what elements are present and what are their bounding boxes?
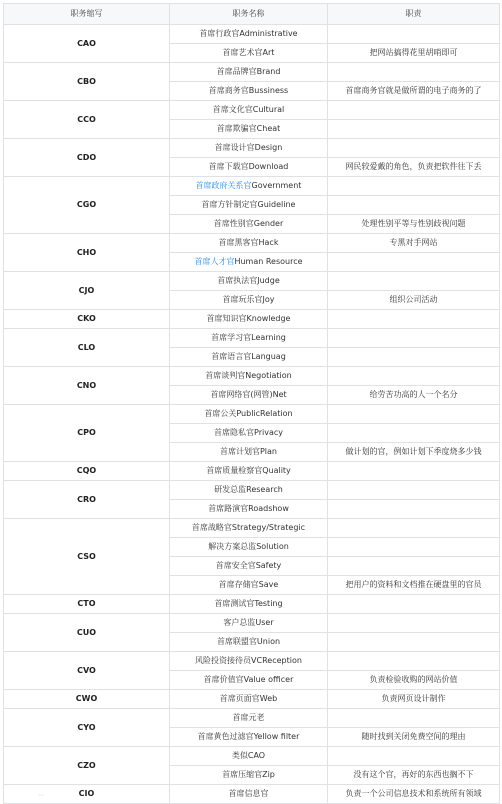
- abbr-cell: CPO: [4, 405, 170, 462]
- table-body: [4, 25, 500, 804]
- role-name-text: 首席艺术官Art: [222, 48, 275, 57]
- table-row: [4, 329, 500, 348]
- role-name-cell: [170, 310, 328, 329]
- table-row: [4, 652, 500, 671]
- role-name-cell: [170, 443, 328, 462]
- role-name-text: 首席公关PublicRelation: [204, 409, 293, 418]
- role-name-text: 首席黄色过滤官Yellow filter: [197, 732, 300, 741]
- table-row: [4, 405, 500, 424]
- duty-cell: [328, 253, 500, 272]
- duty-cell: 组织公司活动: [328, 291, 500, 310]
- role-name-cell[interactable]: [170, 177, 328, 196]
- role-name-cell: [170, 747, 328, 766]
- role-name-link[interactable]: 首席人才官: [194, 257, 235, 266]
- duty-cell: 给劳苦功高的人一个名分: [328, 386, 500, 405]
- abbr-cell: CDO: [4, 139, 170, 177]
- duty-cell: 处理性别平等与性别歧视问题: [328, 215, 500, 234]
- role-name-text: 解决方案总监Solution: [208, 542, 289, 551]
- role-name-text: 首席测试官Testing: [214, 599, 283, 608]
- table-row: [4, 462, 500, 481]
- role-name-text: Government: [251, 181, 302, 190]
- role-name-cell: [170, 671, 328, 690]
- role-name-text: 首席玩乐官Joy: [222, 295, 275, 304]
- header-row: [4, 4, 500, 25]
- abbr-cell: CKO: [4, 310, 170, 329]
- role-name-text: 首席信息官: [228, 789, 269, 798]
- duty-cell: [328, 747, 500, 766]
- abbr-cell: CYO: [4, 709, 170, 747]
- duty-cell: 随时找到关闭免费空间的理由: [328, 728, 500, 747]
- duty-cell: 做计划的官，例如计划下季度烧多少钱: [328, 443, 500, 462]
- duty-cell: [328, 63, 500, 82]
- role-name-cell: [170, 44, 328, 63]
- role-name-text: 首席网络官(网管)Net: [210, 390, 287, 399]
- role-name-cell: [170, 234, 328, 253]
- role-name-cell: [170, 576, 328, 595]
- duty-cell: [328, 348, 500, 367]
- role-name-cell: [170, 424, 328, 443]
- role-name-cell: [170, 766, 328, 785]
- table-row: [4, 63, 500, 82]
- abbr-cell: CCO: [4, 101, 170, 139]
- role-name-cell[interactable]: [170, 253, 328, 272]
- duty-cell: [328, 614, 500, 633]
- role-name-text: 首席谈判官Negotiation: [205, 371, 292, 380]
- role-name-cell: [170, 709, 328, 728]
- role-name-cell: [170, 614, 328, 633]
- role-name-text: 首席质量检察官Quality: [206, 466, 291, 475]
- role-name-text: 首席学习官Learning: [211, 333, 286, 342]
- role-name-cell: [170, 101, 328, 120]
- abbr-cell: CHO: [4, 234, 170, 272]
- duty-cell: [328, 709, 500, 728]
- role-name-cell: [170, 196, 328, 215]
- table-row: [4, 614, 500, 633]
- role-name-text: 风险投资接待员VCReception: [195, 656, 302, 665]
- duty-cell: [328, 462, 500, 481]
- table-row: [4, 177, 500, 196]
- abbr-cell: CIO: [4, 785, 170, 804]
- duty-cell: 把用户的资料和文档推在硬盘里的官员: [328, 576, 500, 595]
- abbr-cell: CLO: [4, 329, 170, 367]
- role-name-text: 首席页面官Web: [219, 694, 278, 703]
- role-name-text: 首席执法官Judge: [217, 276, 280, 285]
- header-duty: 职责: [328, 4, 500, 25]
- role-name-cell: [170, 120, 328, 139]
- duty-cell: [328, 595, 500, 614]
- role-name-text: 首席下载官Download: [208, 162, 289, 171]
- role-name-text: 研发总监Research: [214, 485, 283, 494]
- duty-cell: [328, 177, 500, 196]
- role-name-text: 首席商务官Bussiness: [208, 86, 289, 95]
- duty-cell: [328, 196, 500, 215]
- role-name-cell: [170, 386, 328, 405]
- table-row: [4, 519, 500, 538]
- table-row: [4, 481, 500, 500]
- role-name-text: 首席计划官Plan: [219, 447, 278, 456]
- duty-cell: [328, 557, 500, 576]
- duty-cell: 没有这个官，再好的东西也搁不下: [328, 766, 500, 785]
- duty-cell: [328, 25, 500, 44]
- role-name-cell: [170, 63, 328, 82]
- role-name-cell: [170, 462, 328, 481]
- duty-cell: [328, 481, 500, 500]
- role-name-text: 首席元老: [232, 713, 265, 722]
- header-abbr: 职务缩写: [4, 4, 170, 25]
- role-name-text: 首席知识官Knowledge: [206, 314, 291, 323]
- role-name-text: 首席联盟官Union: [216, 637, 281, 646]
- role-name-cell: [170, 500, 328, 519]
- duty-cell: [328, 101, 500, 120]
- role-name-cell: [170, 785, 328, 804]
- abbr-cell: CNO: [4, 367, 170, 405]
- table-row: [4, 595, 500, 614]
- role-name-cell: [170, 139, 328, 158]
- abbr-cell: CTO: [4, 595, 170, 614]
- duty-cell: [328, 538, 500, 557]
- role-name-cell: [170, 652, 328, 671]
- role-name-text: 首席设计官Design: [214, 143, 283, 152]
- role-name-cell: [170, 348, 328, 367]
- role-name-link[interactable]: 首席政府关系官: [195, 181, 252, 190]
- role-name-text: 首席行政官Administrative: [199, 29, 298, 38]
- duty-cell: [328, 633, 500, 652]
- role-name-text: 首席语言官Languag: [211, 352, 286, 361]
- abbr-cell: CSO: [4, 519, 170, 595]
- role-name-cell: [170, 291, 328, 310]
- duty-cell: [328, 405, 500, 424]
- role-name-cell: [170, 538, 328, 557]
- role-name-cell: [170, 728, 328, 747]
- table-row: [4, 139, 500, 158]
- titles-table: [3, 3, 500, 804]
- role-name-text: 首席存储官Save: [218, 580, 279, 589]
- role-name-cell: [170, 158, 328, 177]
- role-name-cell: [170, 329, 328, 348]
- role-name-text: 首席文化官Cultural: [212, 105, 285, 114]
- header-name: 职务名称: [170, 4, 328, 25]
- duty-cell: [328, 424, 500, 443]
- role-name-cell: [170, 272, 328, 291]
- abbr-cell: CZO: [4, 747, 170, 785]
- role-name-text: 首席方针制定官Guideline: [201, 200, 296, 209]
- role-name-text: 首席欺骗官Cheat: [216, 124, 281, 133]
- abbr-cell: CVO: [4, 652, 170, 690]
- role-name-cell: [170, 82, 328, 101]
- duty-cell: 专黑对手网站: [328, 234, 500, 253]
- role-name-cell: [170, 215, 328, 234]
- role-name-cell: [170, 481, 328, 500]
- role-name-text: 首席性别官Gender: [213, 219, 284, 228]
- table-row: [4, 25, 500, 44]
- role-name-text: 首席压缩官Zip: [222, 770, 275, 779]
- table-row: [4, 101, 500, 120]
- duty-cell: [328, 272, 500, 291]
- duty-cell: 负责检验收购的网站价值: [328, 671, 500, 690]
- table-row: [4, 747, 500, 766]
- table-row: [4, 367, 500, 386]
- role-name-text: 客户总监User: [223, 618, 274, 627]
- abbr-cell: CJO: [4, 272, 170, 310]
- duty-cell: [328, 367, 500, 386]
- role-name-text: 首席隐私官Privacy: [214, 428, 283, 437]
- role-name-cell: [170, 633, 328, 652]
- table-row: [4, 785, 500, 804]
- role-name-cell: [170, 367, 328, 386]
- table-row: [4, 310, 500, 329]
- abbr-cell: CUO: [4, 614, 170, 652]
- role-name-cell: [170, 595, 328, 614]
- role-name-text: 类似CAO: [231, 751, 266, 760]
- table-row: [4, 272, 500, 291]
- role-name-cell: [170, 690, 328, 709]
- duty-cell: [328, 500, 500, 519]
- duty-cell: [328, 519, 500, 538]
- duty-cell: [328, 329, 500, 348]
- abbr-cell: CGO: [4, 177, 170, 234]
- role-name-text: 首席价值官Value officer: [203, 675, 294, 684]
- abbr-cell: CQO: [4, 462, 170, 481]
- role-name-text: 首席品牌官Brand: [216, 67, 281, 76]
- duty-cell: 网民较爱戴的角色，负责把软件往下丢: [328, 158, 500, 177]
- table-row: [4, 690, 500, 709]
- duty-cell: 负责一个公司信息技术和系统所有领域: [328, 785, 500, 804]
- role-name-cell: [170, 405, 328, 424]
- abbr-cell: CAO: [4, 25, 170, 63]
- abbr-cell: CBO: [4, 63, 170, 101]
- role-name-text: 首席路演官Roadshow: [208, 504, 289, 513]
- duty-cell: 把网站搞得花里胡哨即可: [328, 44, 500, 63]
- duty-cell: [328, 310, 500, 329]
- cut-off-link-fragment: ⋯: [38, 792, 44, 799]
- table-row: [4, 709, 500, 728]
- role-name-cell: [170, 557, 328, 576]
- role-name-text: 首席战略官Strategy/Strategic: [191, 523, 306, 532]
- duty-cell: 首席商务官就是做所谓的电子商务的了: [328, 82, 500, 101]
- abbr-cell: CWO: [4, 690, 170, 709]
- role-name-text: Human Resource: [234, 257, 303, 266]
- duty-cell: [328, 120, 500, 139]
- abbr-cell: CRO: [4, 481, 170, 519]
- role-name-cell: [170, 25, 328, 44]
- table-row: [4, 234, 500, 253]
- role-name-cell: [170, 519, 328, 538]
- role-name-text: 首席黑客官Hack: [218, 238, 279, 247]
- role-name-text: 首席安全官Safety: [215, 561, 282, 570]
- duty-cell: [328, 139, 500, 158]
- duty-cell: [328, 652, 500, 671]
- duty-cell: 负责网页设计制作: [328, 690, 500, 709]
